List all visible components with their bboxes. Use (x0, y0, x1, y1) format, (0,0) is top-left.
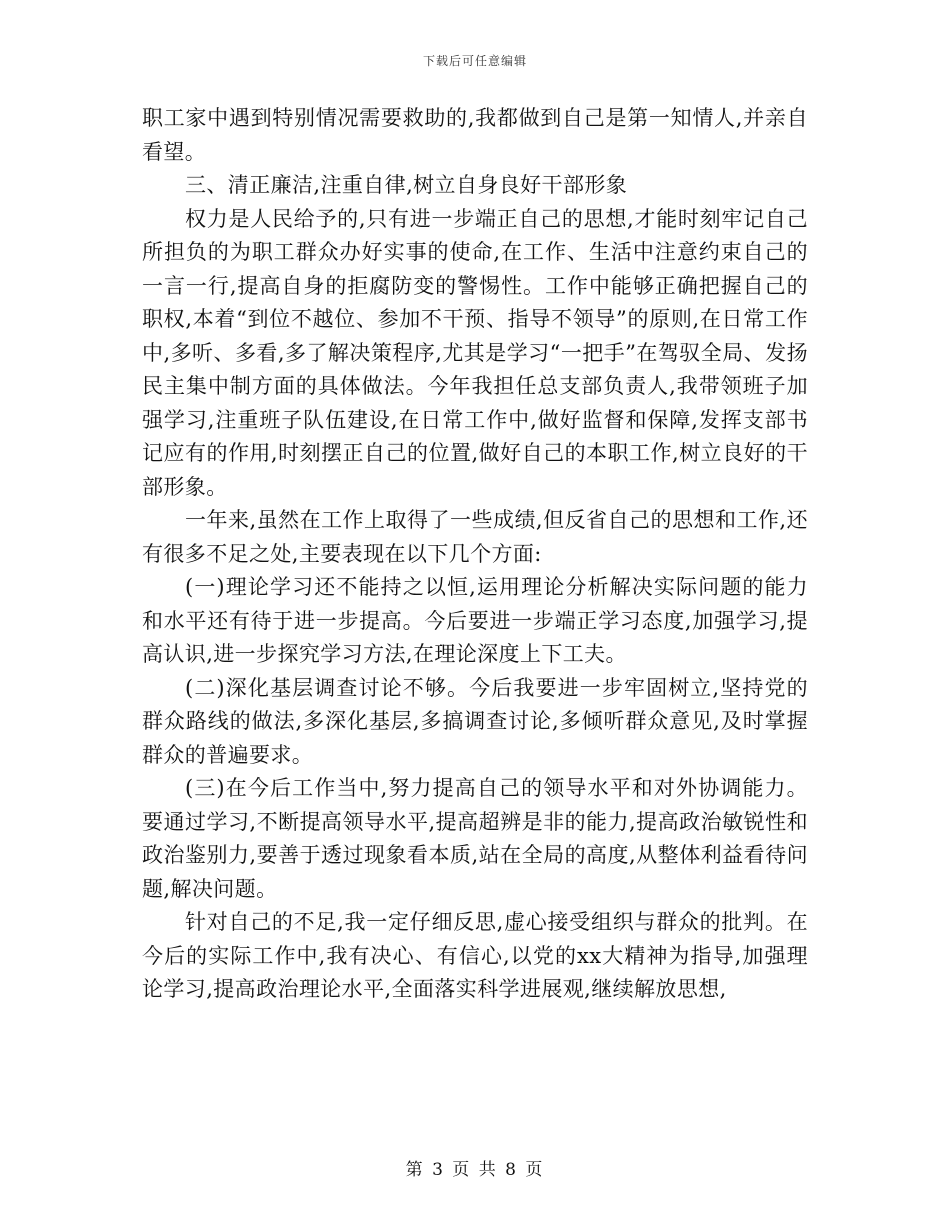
paragraph-power: 权力是人民给予的,只有进一步端正自己的思想,才能时刻牢记自己所担负的为职工群众办好实事的使命,在工作、生活中注意约束自己的一言一行,提高自身的拒腐防变的警惕性。工作中能够正确把握自己的职权,本着“到位不越位、参加不干预、指导不领导”的原则,在日常工作中,多听、多看,多了解决策程序,尤其是学习“一把手”在驾驭全局、发扬民主集中制方面的具体做法。今年我担任总支部负责人,我带领班子加强学习,注重班子队伍建设,在日常工作中,做好监督和保障,发挥支部书记应有的作用,时刻摆正自己的位置,做好自己的本职工作,树立良好的干部形象。 (142, 206, 808, 499)
document-body (142, 102, 808, 1007)
paragraph-shortcomings-intro: 一年来,虽然在工作上取得了一些成绩,但反省自己的思想和工作,还有很多不足之处,主要表现在以下几个方面: (142, 508, 808, 566)
paragraph-conclusion: 针对自己的不足,我一定仔细反思,虚心接受组织与群众的批判。在今后的实际工作中,我有决心、有信心,以党的xx大精神为指导,加强理论学习,提高政治理论水平,全面落实科学进展观,继续解放思想, (142, 910, 808, 1001)
paragraph-continuation: 职工家中遇到特别情况需要救助的,我都做到自己是第一知情人,并亲自看望。 (142, 106, 808, 164)
page-number: 第 3 页 共 8 页 (405, 1160, 545, 1180)
paragraph-item-1: (一)理论学习还不能持之以恒,运用理论分析解决实际问题的能力和水平还有待于进一步提高。今后要进一步端正学习态度,加强学习,提高认识,进一步探究学习方法,在理论深度上下工夫。 (142, 575, 808, 666)
section-heading: 三、清正廉洁,注重自律,树立自身良好干部形象 (185, 173, 628, 197)
paragraph-item-2: (二)深化基层调查讨论不够。今后我要进一步牢固树立,坚持党的群众路线的做法,多深化基层,多搞调查讨论,多倾听群众意见,及时掌握群众的普遍要求。 (142, 675, 808, 767)
paragraph-item-3: (三)在今后工作当中,努力提高自己的领导水平和对外协调能力。要通过学习,不断提高领导水平,提高超辨是非的能力,提高政治敏锐性和政治鉴别力,要善于透过现象看本质,站在全局的高度,从整体利益看待问题,解决问题。 (142, 776, 808, 901)
page-header: 下载后可任意编辑 (422, 54, 527, 68)
